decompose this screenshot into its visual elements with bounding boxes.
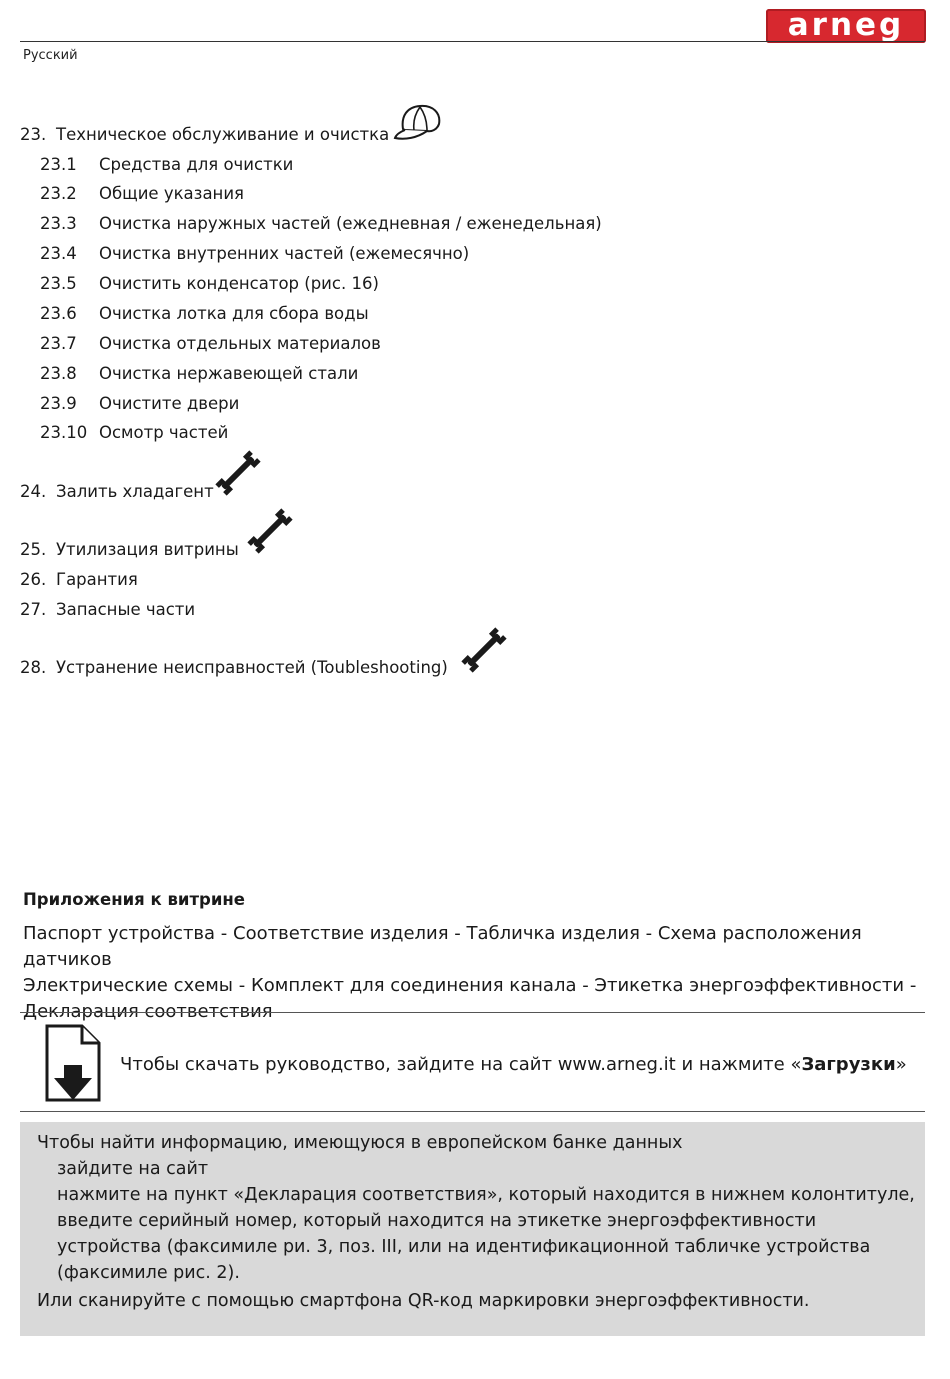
info-line: нажмите на пункт «Декларация соответствия», который находится в нижнем колонтитуле, bbox=[57, 1185, 915, 1205]
toc-label: Осмотр частей bbox=[99, 423, 229, 442]
download-text-end: » bbox=[895, 1054, 907, 1075]
appendix-text bbox=[23, 921, 923, 1025]
toc-number: 23.3 bbox=[40, 214, 77, 233]
toc-label: Гарантия bbox=[56, 570, 138, 589]
toc-label: Очистка отдельных материалов bbox=[99, 334, 381, 353]
toc-label: Очистить конденсатор (рис. 16) bbox=[99, 274, 379, 293]
appendix-line: Электрические схемы - Комплект для соединения канала - Этикетка энергоэффективности - bbox=[23, 975, 917, 996]
toc-subitem bbox=[40, 364, 358, 384]
toc-number: 23.1 bbox=[40, 155, 77, 174]
wrench-icon bbox=[458, 625, 510, 675]
wrench-icon bbox=[244, 506, 296, 556]
toc-label: Очистите двери bbox=[99, 394, 240, 413]
download-text: Чтобы скачать руководство, зайдите на сайт www.arneg.it и нажмите « bbox=[120, 1054, 802, 1075]
toc-subitem bbox=[40, 214, 602, 234]
appendix-title: Приложения к витрине bbox=[23, 890, 245, 909]
divider bbox=[20, 1111, 925, 1112]
toc-number: 23.6 bbox=[40, 304, 77, 323]
cap-icon bbox=[393, 102, 443, 142]
toc-item-23 bbox=[20, 125, 389, 145]
arneg-logo: arneg bbox=[766, 9, 926, 43]
toc-number: 23.5 bbox=[40, 274, 77, 293]
toc-number: 26. bbox=[20, 570, 47, 589]
toc-label: Очистка нержавеющей стали bbox=[99, 364, 359, 383]
info-line: введите серийный номер, который находится на этикетке энергоэффективности bbox=[57, 1211, 817, 1231]
info-line: зайдите на сайт bbox=[57, 1159, 209, 1179]
divider bbox=[20, 1012, 925, 1013]
toc-number: 27. bbox=[20, 600, 47, 619]
toc-label: Залить хладагент bbox=[56, 482, 214, 501]
toc-number: 25. bbox=[20, 540, 47, 559]
toc-number: 23.4 bbox=[40, 244, 77, 263]
toc-subitem bbox=[40, 334, 381, 354]
info-line: устройства (факсимиле ри. 3, поз. III, или на идентификационной табличке устройства bbox=[57, 1237, 871, 1257]
toc-subitem bbox=[40, 155, 293, 175]
info-line: (факсимиле рис. 2). bbox=[57, 1263, 240, 1283]
toc-label: Очистка лотка для сбора воды bbox=[99, 304, 369, 323]
toc-label: Очистка наружных частей (ежедневная / еженедельная) bbox=[99, 214, 602, 233]
toc-number: 23.8 bbox=[40, 364, 77, 383]
downloads-label: Загрузки bbox=[801, 1054, 896, 1075]
toc-label: Техническое обслуживание и очистка bbox=[56, 125, 390, 144]
appendix-line: Паспорт устройства - Соответствие изделия - Табличка изделия - Схема расположения датчиков bbox=[23, 923, 862, 970]
toc-item-28 bbox=[20, 658, 448, 678]
toc-label: Утилизация витрины bbox=[56, 540, 239, 559]
info-line: Чтобы найти информацию, имеющуюся в европейском банке данных bbox=[37, 1133, 683, 1153]
wrench-icon bbox=[212, 448, 264, 498]
info-line: Или сканируйте с помощью смартфона QR-код маркировки энергоэффективности. bbox=[37, 1291, 810, 1311]
toc-label: Средства для очистки bbox=[99, 155, 294, 174]
header-divider bbox=[20, 41, 925, 42]
toc-item-25 bbox=[20, 540, 239, 560]
document-download-icon bbox=[44, 1023, 102, 1103]
toc-number: 23.10 bbox=[40, 423, 88, 442]
toc-number: 23. bbox=[20, 125, 47, 144]
toc-subitem bbox=[40, 184, 244, 204]
toc-label: Устранение неисправностей (Toubleshooting) bbox=[56, 658, 448, 677]
toc-label: Запасные части bbox=[56, 600, 196, 619]
toc-item-27 bbox=[20, 600, 195, 620]
toc-item-26 bbox=[20, 570, 138, 590]
download-instructions bbox=[120, 1053, 907, 1077]
toc-item-24 bbox=[20, 482, 214, 502]
toc-number: 23.2 bbox=[40, 184, 77, 203]
toc-number: 28. bbox=[20, 658, 47, 677]
appendix-line: Декларация соответствия bbox=[23, 1001, 273, 1022]
toc-subitem bbox=[40, 244, 469, 264]
language-label: Русский bbox=[23, 48, 78, 63]
toc-subitem bbox=[40, 274, 379, 294]
toc-number: 24. bbox=[20, 482, 47, 501]
toc-number: 23.9 bbox=[40, 394, 77, 413]
toc-subitem bbox=[40, 304, 369, 324]
toc-label: Общие указания bbox=[99, 184, 244, 203]
toc-number: 23.7 bbox=[40, 334, 77, 353]
toc-subitem bbox=[40, 394, 239, 414]
toc-subitem bbox=[40, 423, 228, 443]
toc-label: Очистка внутренних частей (ежемесячно) bbox=[99, 244, 470, 263]
